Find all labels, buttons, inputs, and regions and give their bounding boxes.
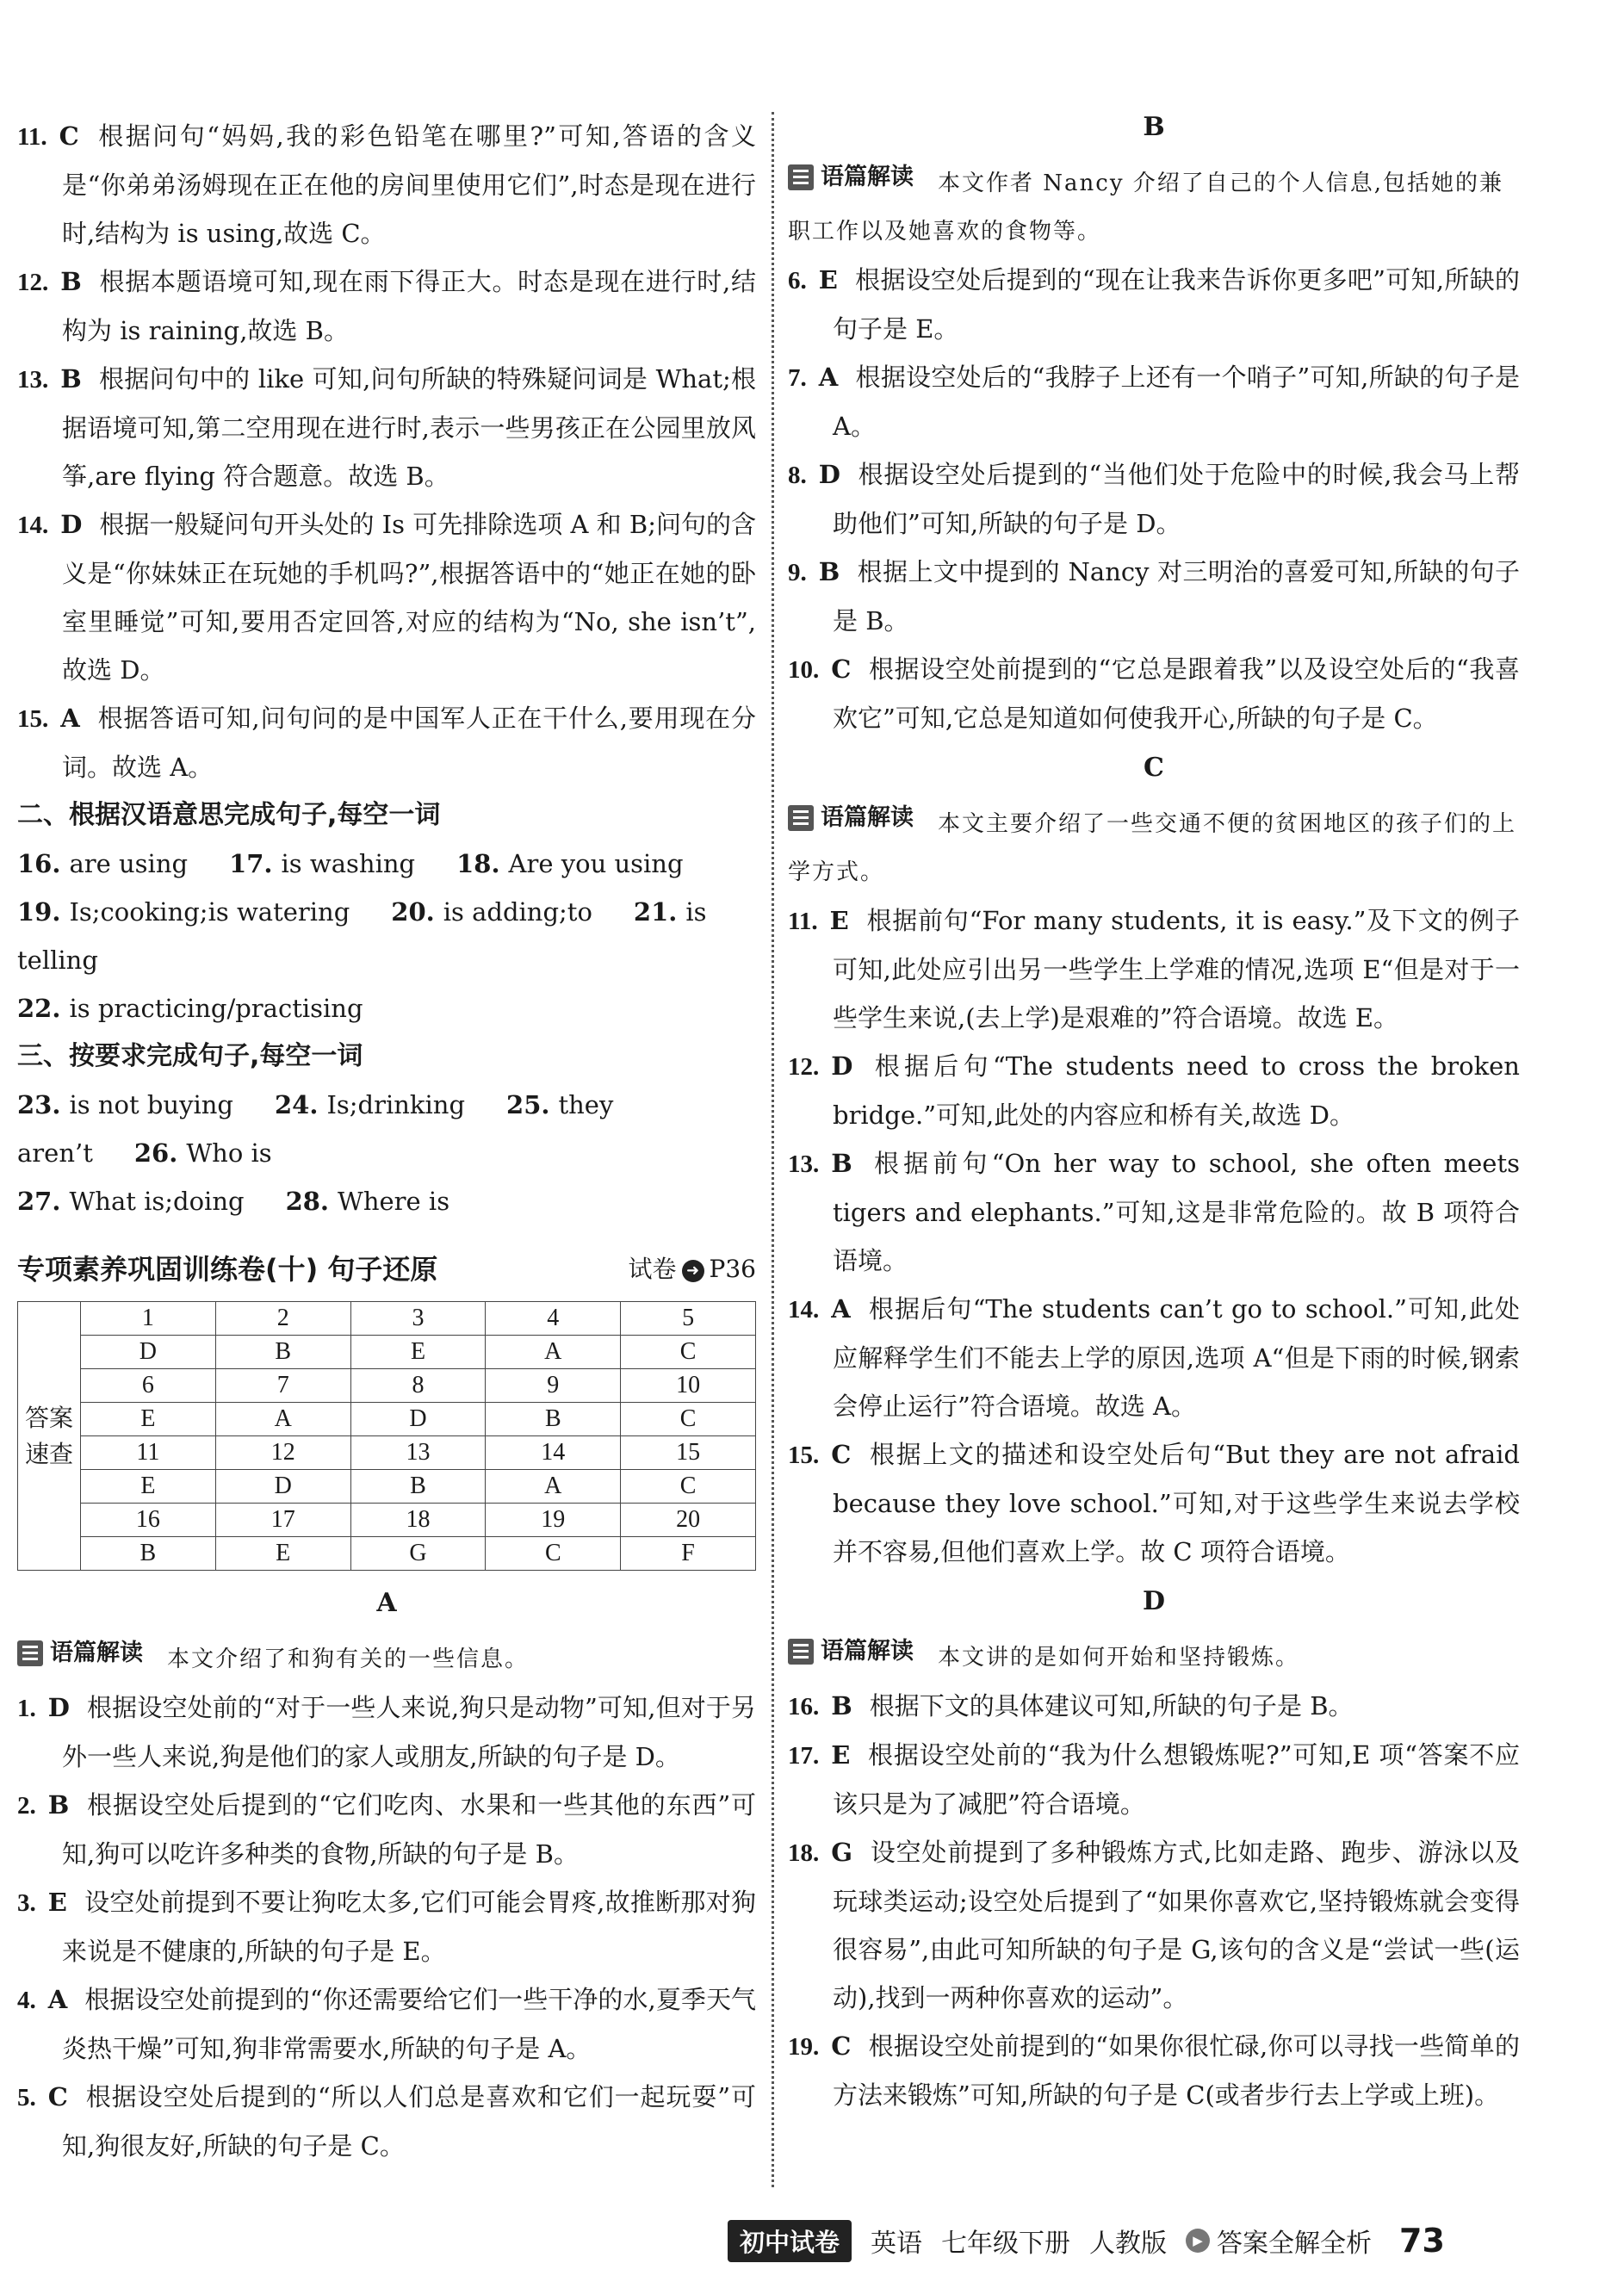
item-answer: A: [818, 363, 839, 392]
key-answer-cell: B: [486, 1403, 621, 1436]
passage-d-letter: D: [1142, 1586, 1165, 1616]
passage-b-reading: [788, 153, 1520, 256]
book-icon: [788, 805, 814, 831]
item-explanation: 根据一般疑问句开头处的 Is 可先排除选项 A 和 B;问句的含义是“你妹妹正在玩她的手机吗?”,根据答语中的“她正在她的卧室里睡觉”可知,要用否定回答,对应的结构为“No, she isn’t”,故选 D。: [62, 510, 756, 685]
item-explanation: 根据问句“妈妈,我的彩色铅笔在哪里?”可知,答语的含义是“你弟弟汤姆现在正在他的房间里使用它们”,时态是现在进行时,结构为 is using,故选 C。: [62, 121, 756, 248]
page-number: 73: [1399, 2222, 1445, 2260]
item-number: 10.: [788, 656, 820, 684]
fill-number: 24.: [274, 1090, 319, 1119]
answer-item: [788, 450, 1520, 548]
answer-item: [17, 500, 756, 694]
footer-series: 答案全解全析: [1217, 2229, 1373, 2259]
item-number: 2.: [17, 1792, 36, 1820]
item-number: 14.: [788, 1296, 820, 1324]
answer-item: [17, 2073, 756, 2170]
key-number-cell: 17: [215, 1504, 350, 1537]
section2-heading: 二、根据汉语意思完成句子,每空一词: [17, 800, 441, 830]
item-number: 9.: [788, 559, 807, 586]
key-answer-cell: E: [215, 1537, 350, 1571]
reading-badge: 语篇解读: [788, 153, 914, 202]
key-number-cell: 14: [486, 1436, 621, 1470]
answer-item: [788, 645, 1520, 742]
key-number-cell: 5: [621, 1302, 756, 1336]
item-explanation: 根据设空处后提到的“它们吃肉、水果和一些其他的东西”可知,狗可以吃许多种类的食物,所缺的句子是 B。: [62, 1790, 756, 1869]
key-answer-cell: G: [350, 1537, 486, 1571]
fill-number: 22.: [17, 994, 61, 1023]
item-answer: D: [818, 460, 840, 489]
item-answer: B: [818, 557, 840, 586]
item-number: 16.: [788, 1693, 820, 1721]
item-explanation: 根据设空处后提到的“所以人们总是喜欢和它们一起玩耍”可知,狗很友好,所缺的句子是 C。: [62, 2082, 756, 2161]
fill-answer: is not buying: [69, 1090, 233, 1119]
item-answer: E: [818, 265, 838, 295]
item-number: 1.: [17, 1695, 36, 1722]
item-explanation: 根据设空处后提到的“当他们处于危险中的时候,我会马上帮助他们”可知,所缺的句子是 D。: [833, 460, 1520, 538]
passage-a-letter: A: [376, 1588, 397, 1618]
item-explanation: 根据前句“On her way to school, she often meets tigers and elephants.”可知,这是非常危险的。故 B 项符合语境。: [833, 1149, 1520, 1275]
item-number: 18.: [788, 1839, 820, 1867]
unit-reference: [629, 1250, 756, 1285]
key-number-cell: 7: [215, 1369, 350, 1403]
answer-item: [788, 1731, 1520, 1828]
item-answer: D: [47, 1693, 70, 1722]
key-number-cell: 13: [350, 1436, 486, 1470]
item-explanation: 根据设空处前提到的“如果你很忙碌,你可以寻找一些简单的方法来锻炼”可知,所缺的句子是 C(或者步行去上学或上班)。: [833, 2031, 1520, 2110]
answer-item: [788, 548, 1520, 645]
fill-answer-row: [17, 840, 756, 888]
key-answer-cell: E: [81, 1470, 216, 1504]
item-number: 11.: [788, 908, 818, 935]
fill-number: 17.: [229, 849, 273, 878]
item-explanation: 根据设空处后的“我脖子上还有一个哨子”可知,所缺的句子是 A。: [833, 363, 1520, 441]
key-number-cell: 1: [81, 1302, 216, 1336]
answer-item: [788, 1828, 1520, 2022]
answer-item: [788, 896, 1520, 1042]
item-answer: E: [47, 1888, 67, 1917]
answer-item: [17, 1781, 756, 1878]
passage-c-reading: [788, 794, 1520, 896]
item-number: 4.: [17, 1987, 36, 2014]
footer-grade: 七年级下册: [941, 2229, 1071, 2259]
item-answer: C: [831, 654, 852, 684]
answer-item: [788, 256, 1520, 353]
key-answer-cell: C: [621, 1470, 756, 1504]
fill-answer: they aren’t: [17, 1090, 614, 1168]
key-number-cell: 9: [486, 1369, 621, 1403]
item-number: 3.: [17, 1889, 36, 1917]
fill-answer: Where is: [338, 1187, 450, 1216]
unit-title: 专项素养巩固训练卷(十) 句子还原: [17, 1253, 438, 1286]
item-explanation: 根据问句中的 like 可知,问句所缺的特殊疑问词是 What;根据语境可知,第二空用现在进行时,表示一些男孩正在公园里放风筝,are flying 符合题意。故选 B。: [62, 364, 756, 491]
item-number: 17.: [788, 1742, 820, 1770]
key-answer-cell: B: [215, 1336, 350, 1369]
key-answer-cell: D: [81, 1336, 216, 1369]
key-answer-cell: A: [486, 1470, 621, 1504]
key-number-cell: 6: [81, 1369, 216, 1403]
reading-badge: 语篇解读: [788, 1628, 914, 1676]
key-number-cell: 3: [350, 1302, 486, 1336]
key-number-cell: 12: [215, 1436, 350, 1470]
key-answer-cell: B: [350, 1470, 486, 1504]
fill-answer-row: [17, 984, 756, 1032]
footer-subject: 英语: [871, 2229, 923, 2259]
passage-a-summary: 本文介绍了和狗有关的一些信息。: [167, 1646, 530, 1672]
fill-answer: Is;drinking: [326, 1090, 466, 1119]
answer-item: [17, 1975, 756, 2073]
item-number: 13.: [17, 366, 49, 394]
item-explanation: 设空处前提到不要让狗吃太多,它们可能会胃疼,故推断那对狗来说是不健康的,所缺的句子是 E。: [62, 1888, 756, 1966]
key-answer-cell: C: [621, 1403, 756, 1436]
unit-ref-page: P36: [709, 1255, 756, 1283]
fill-answer: Is;cooking;is watering: [69, 897, 350, 927]
key-answer-cell: C: [486, 1537, 621, 1571]
item-answer: B: [831, 1149, 852, 1178]
item-answer: B: [60, 267, 82, 296]
fill-answer: Are you using: [508, 849, 684, 878]
answer-item: [17, 112, 756, 257]
answer-item: [788, 353, 1520, 450]
item-explanation: 根据答语可知,问句问的是中国军人正在干什么,要用现在分词。故选 A。: [62, 704, 756, 782]
column-divider: [772, 112, 774, 2187]
item-explanation: 根据上文中提到的 Nancy 对三明治的喜爱可知,所缺的句子是 B。: [833, 557, 1520, 636]
item-explanation: 根据前句“For many students, it is easy.”及下文的例子可知,此处应引出另一些学生上学难的情况,选项 E“但是对于一些学生来说,(去上学)是艰难的”符合语境。故选 E。: [833, 906, 1520, 1032]
item-answer: B: [60, 364, 82, 394]
answer-items-passage-b: [788, 256, 1520, 742]
key-number-cell: 8: [350, 1369, 486, 1403]
footer-edition: 人教版: [1089, 2229, 1168, 2259]
key-number-cell: 10: [621, 1369, 756, 1403]
answer-items-passage-d: [788, 1682, 1520, 2119]
book-icon: [788, 164, 814, 190]
key-answer-cell: D: [350, 1403, 486, 1436]
item-number: 12.: [788, 1053, 820, 1081]
item-number: 5.: [17, 2084, 36, 2111]
key-number-cell: 15: [621, 1436, 756, 1470]
key-number-row: [18, 1369, 756, 1403]
right-column: [788, 102, 1520, 2119]
item-answer: A: [47, 1985, 68, 2014]
key-answer-cell: A: [486, 1336, 621, 1369]
item-explanation: 根据上文的描述和设空处后句“But they are not afraid because they love school.”可知,对于这些学生来说去学校并不容易,但他们喜欢上学。故 C 项符合语境。: [833, 1440, 1520, 1566]
item-explanation: 根据本题语境可知,现在雨下得正大。时态是现在进行时,结构为 is raining,故选 B。: [62, 267, 756, 345]
fill-number: 27.: [17, 1187, 61, 1216]
section2-answers: [17, 840, 756, 1032]
item-answer: C: [59, 121, 79, 151]
key-answer-row: [18, 1537, 756, 1571]
fill-answer: are using: [69, 849, 189, 878]
item-number: 8.: [788, 462, 807, 489]
key-answer-row: [18, 1470, 756, 1504]
key-answer-cell: C: [621, 1336, 756, 1369]
book-icon: [788, 1639, 814, 1665]
answer-item: [788, 2022, 1520, 2119]
fill-answer: is practicing/practising: [69, 994, 363, 1023]
fill-number: 21.: [633, 897, 678, 927]
fill-number: 23.: [17, 1090, 61, 1119]
page-footer: [728, 2215, 1554, 2266]
fill-answer: Who is: [186, 1138, 272, 1168]
item-explanation: 根据后句“The students can’t go to school.”可知,此处应解释学生们不能去上学的原因,选项 A“但是下雨的时候,钢索会停止运行”符合语境。故选 A。: [833, 1294, 1520, 1421]
key-answer-cell: E: [81, 1403, 216, 1436]
item-answer: C: [47, 2082, 68, 2111]
answer-item: [17, 694, 756, 791]
fill-answer: is adding;to: [443, 897, 592, 927]
item-answer: B: [47, 1790, 70, 1820]
key-answer-cell: A: [215, 1403, 350, 1436]
item-answer: E: [831, 1740, 851, 1770]
section3-answers: [17, 1081, 756, 1225]
item-answer: D: [60, 510, 83, 539]
key-number-cell: 19: [486, 1504, 621, 1537]
item-number: 15.: [788, 1442, 820, 1469]
item-number: 11.: [17, 123, 47, 151]
key-number-cell: 20: [621, 1504, 756, 1537]
item-number: 13.: [788, 1150, 820, 1178]
answer-item: [788, 1682, 1520, 1731]
key-answer-cell: F: [621, 1537, 756, 1571]
item-number: 14.: [17, 512, 49, 539]
passage-b-letter: B: [1143, 112, 1165, 142]
passage-c-summary: 本文主要介绍了一些交通不便的贫困地区的孩子们的上学方式。: [788, 811, 1517, 885]
fill-answer: is telling: [17, 897, 707, 975]
answer-item: [17, 1878, 756, 1975]
answer-item: [788, 1042, 1520, 1139]
item-explanation: 设空处前提到了多种锻炼方式,比如走路、跑步、游泳以及玩球类运动;设空处后提到了“如果你喜欢它,坚持锻炼就会变得很容易”,由此可知所缺的句子是 G,该句的含义是“尝试一些(运动),找到一两种你喜欢的运动”。: [833, 1838, 1520, 2012]
answer-key-table: [17, 1301, 756, 1571]
passage-c-letter: C: [1144, 753, 1164, 783]
key-number-cell: 2: [215, 1302, 350, 1336]
unit-ref-prefix: 试卷: [628, 1255, 677, 1283]
item-explanation: 根据设空处后提到的“现在让我来告诉你更多吧”可知,所缺的句子是 E。: [833, 265, 1520, 344]
unit-title-row: [17, 1248, 756, 1287]
key-number-row: [18, 1436, 756, 1470]
answer-item: [788, 1139, 1520, 1285]
item-number: 19.: [788, 2033, 820, 2061]
answer-item: [17, 355, 756, 500]
item-number: 12.: [17, 269, 49, 296]
item-explanation: 根据设空处前提到的“它总是跟着我”以及设空处后的“我喜欢它”可知,它总是知道如何使我开心,所缺的句子是 C。: [833, 654, 1520, 733]
key-number-row: [18, 1504, 756, 1537]
fill-number: 20.: [391, 897, 435, 927]
answer-item: [17, 257, 756, 355]
key-answer-cell: E: [350, 1336, 486, 1369]
fill-number: 28.: [285, 1187, 330, 1216]
item-answer: E: [829, 906, 849, 935]
reading-badge: 语篇解读: [17, 1629, 143, 1677]
answer-items-passage-c: [788, 896, 1520, 1576]
item-answer: D: [831, 1051, 853, 1081]
play-icon: ▶: [1186, 2229, 1210, 2253]
item-explanation: 根据下文的具体建议可知,所缺的句子是 B。: [869, 1691, 1354, 1721]
reading-badge: 语篇解读: [788, 794, 914, 842]
item-answer: G: [831, 1838, 853, 1867]
fill-number: 25.: [506, 1090, 550, 1119]
answer-key-label: 答案速查: [18, 1302, 81, 1571]
item-explanation: 根据设空处前的“对于一些人来说,狗只是动物”可知,但对于另外一些人来说,狗是他们的家人或朋友,所缺的句子是 D。: [62, 1693, 756, 1771]
item-number: 7.: [788, 364, 807, 392]
item-explanation: 根据设空处前提到的“你还需要给它们一些干净的水,夏季天气炎热干燥”可知,狗非常需要水,所缺的句子是 A。: [62, 1985, 756, 2063]
left-column: [17, 112, 756, 2170]
key-number-cell: 16: [81, 1504, 216, 1537]
passage-d-summary: 本文讲的是如何开始和坚持锻炼。: [938, 1645, 1300, 1671]
passage-a-reading: [17, 1629, 756, 1683]
fill-answer-row: [17, 1177, 756, 1225]
item-answer: A: [831, 1294, 851, 1324]
item-explanation: 根据设空处前的“我为什么想锻炼呢?”可知,E 项“答案不应该只是为了减肥”符合语境。: [833, 1740, 1520, 1819]
item-answer: B: [831, 1691, 852, 1721]
passage-b-summary: 本文作者 Nancy 介绍了自己的个人信息,包括她的兼职工作以及她喜欢的食物等。: [788, 171, 1504, 245]
item-answer: C: [831, 2031, 852, 2061]
answer-items-part1: [17, 112, 756, 791]
item-answer: C: [831, 1440, 852, 1469]
item-answer: A: [60, 704, 80, 733]
item-number: 6.: [788, 267, 807, 295]
answer-item: [17, 1683, 756, 1781]
answer-item: [788, 1430, 1520, 1576]
book-icon: [17, 1640, 43, 1666]
key-answer-row: [18, 1403, 756, 1436]
fill-number: 18.: [456, 849, 500, 878]
fill-answer-row: [17, 1081, 756, 1177]
item-number: 15.: [17, 705, 49, 733]
key-answer-cell: D: [215, 1470, 350, 1504]
answer-item: [788, 1285, 1520, 1430]
fill-number: 19.: [17, 897, 61, 927]
key-number-cell: 4: [486, 1302, 621, 1336]
key-number-cell: 11: [81, 1436, 216, 1470]
fill-answer: What is;doing: [69, 1187, 245, 1216]
fill-number: 16.: [17, 849, 61, 878]
passage-d-reading: [788, 1628, 1520, 1682]
key-number-cell: 18: [350, 1504, 486, 1537]
item-explanation: 根据后句“The students need to cross the broken bridge.”可知,此处的内容应和桥有关,故选 D。: [833, 1051, 1520, 1130]
fill-answer: is washing: [281, 849, 416, 878]
fill-answer-row: [17, 888, 756, 984]
answer-items-passage-a: [17, 1683, 756, 2170]
key-answer-cell: B: [81, 1537, 216, 1571]
fill-number: 26.: [133, 1138, 178, 1168]
footer-brand: 初中试卷: [728, 2220, 852, 2262]
key-answer-row: [18, 1336, 756, 1369]
key-number-row: [18, 1302, 756, 1336]
arrow-right-icon: ➜: [682, 1260, 704, 1282]
section3-heading: 三、按要求完成句子,每空一词: [17, 1041, 363, 1071]
